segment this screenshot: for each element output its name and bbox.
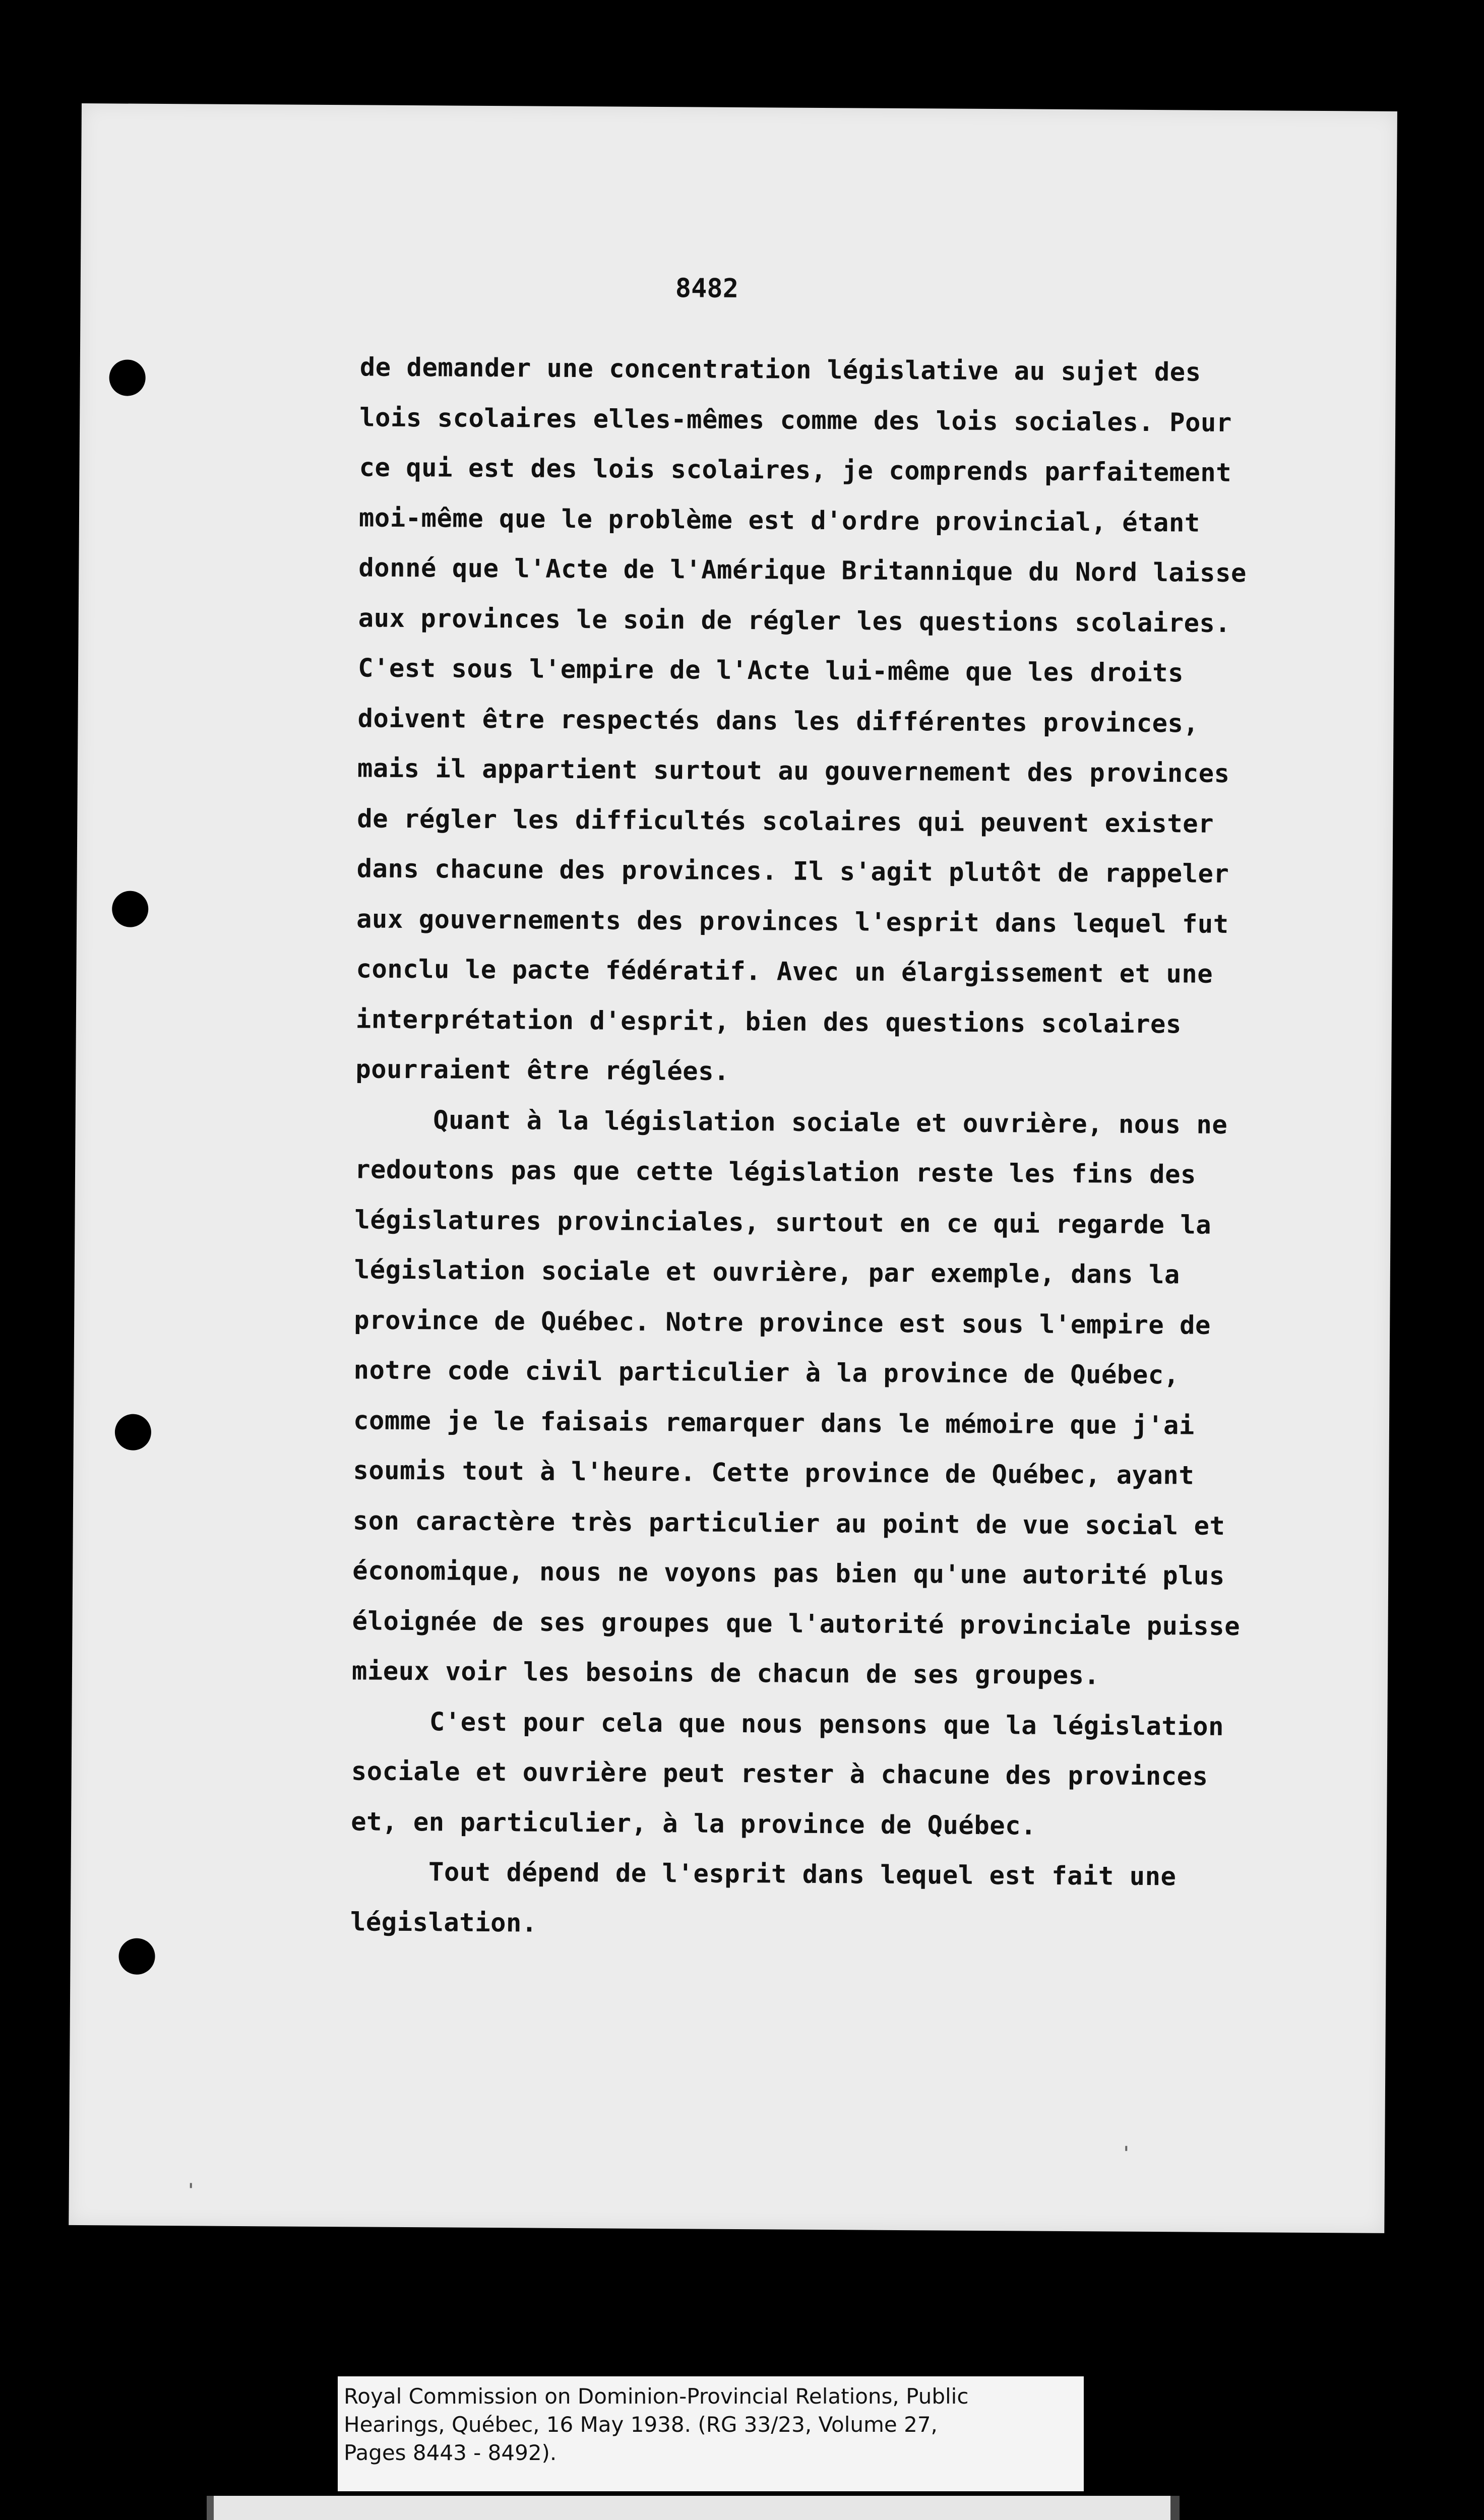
text-line: Tout dépend de l'esprit dans lequel est fait une xyxy=(350,1856,1177,1892)
reference-line: Royal Commission on Dominion-Provincial Relations, Public xyxy=(344,2384,969,2409)
text-line: donné que l'Acte de l'Amérique Britannique du Nord laisse xyxy=(358,552,1247,588)
reference-line: Pages 8443 - 8492). xyxy=(344,2440,557,2465)
text-line: moi-même que le problème est d'ordre provincial, étant xyxy=(358,502,1200,538)
page-number: 8482 xyxy=(675,273,739,304)
punch-hole xyxy=(118,1938,155,1975)
margin-mark xyxy=(190,2183,192,2188)
document-body xyxy=(350,342,1348,1952)
document-page xyxy=(69,103,1397,2233)
text-line: économique, nous ne voyons pas bien qu'une autorité plus xyxy=(352,1555,1225,1591)
punch-hole xyxy=(109,359,145,396)
text-line: mieux voir les besoins de chacun de ses groupes. xyxy=(351,1656,1100,1690)
text-line: province de Québec. Notre province est sous l'empire de xyxy=(354,1304,1211,1340)
text-line: Quant à la législation sociale et ouvrière, nous ne xyxy=(355,1104,1228,1140)
text-line: aux gouvernements des provinces l'esprit dans lequel fut xyxy=(356,903,1229,939)
text-line: conclu le pacte fédératif. Avec un élargissement et une xyxy=(356,954,1213,989)
text-line: dans chacune des provinces. Il s'agit plutôt de rappeler xyxy=(356,853,1229,889)
text-line: soumis tout à l'heure. Cette province de Québec, ayant xyxy=(353,1455,1195,1490)
text-line: C'est pour cela que nous pensons que la législation xyxy=(351,1706,1224,1741)
text-line: lois scolaires elles-mêmes comme des lois sociales. Pour xyxy=(359,402,1232,437)
text-line: interprétation d'esprit, bien des questions scolaires xyxy=(355,1003,1182,1039)
archives-stamp xyxy=(207,2496,1180,2520)
text-line: redoutons pas que cette législation reste les fins des xyxy=(354,1154,1197,1189)
text-line: son caractère très particulier au point de vue social et xyxy=(352,1505,1225,1541)
text-line: législatures provinciales, surtout en ce qui regarde la xyxy=(354,1204,1212,1240)
text-line: aux provinces le soin de régler les questions scolaires. xyxy=(358,602,1231,638)
text-line: de régler les difficultés scolaires qui peuvent exister xyxy=(357,803,1214,839)
reference-line: Hearings, Québec, 16 May 1938. (RG 33/23, Volume 27, xyxy=(344,2412,938,2437)
text-line: mais il appartient surtout au gouvernement des provinces xyxy=(357,753,1230,788)
text-line: notre code civil particulier à la province de Québec, xyxy=(353,1355,1180,1390)
text-line: de demander une concentration législative au sujet des xyxy=(359,352,1201,387)
text-line: ce qui est des lois scolaires, je comprends parfaitement xyxy=(359,452,1232,487)
text-line: législation sociale et ouvrière, par exemple, dans la xyxy=(354,1254,1180,1290)
text-line: pourraient être réglées. xyxy=(355,1054,730,1086)
text-line: C'est sous l'empire de l'Acte lui-même que les droits xyxy=(357,653,1184,688)
text-line: sociale et ouvrière peut rester à chacune des provinces xyxy=(351,1756,1208,1791)
punch-hole xyxy=(115,1414,151,1450)
margin-mark xyxy=(1125,2146,1127,2151)
archival-reference-label xyxy=(338,2376,1084,2491)
text-line: comme je le faisais remarquer dans le mémoire que j'ai xyxy=(353,1405,1195,1440)
text-line: éloignée de ses groupes que l'autorité provinciale puisse xyxy=(352,1605,1241,1641)
punch-hole xyxy=(112,891,148,927)
text-line: législation. xyxy=(350,1906,537,1938)
text-line: et, en particulier, à la province de Québec. xyxy=(351,1806,1037,1841)
text-line: doivent être respectés dans les différentes provinces, xyxy=(357,703,1199,738)
